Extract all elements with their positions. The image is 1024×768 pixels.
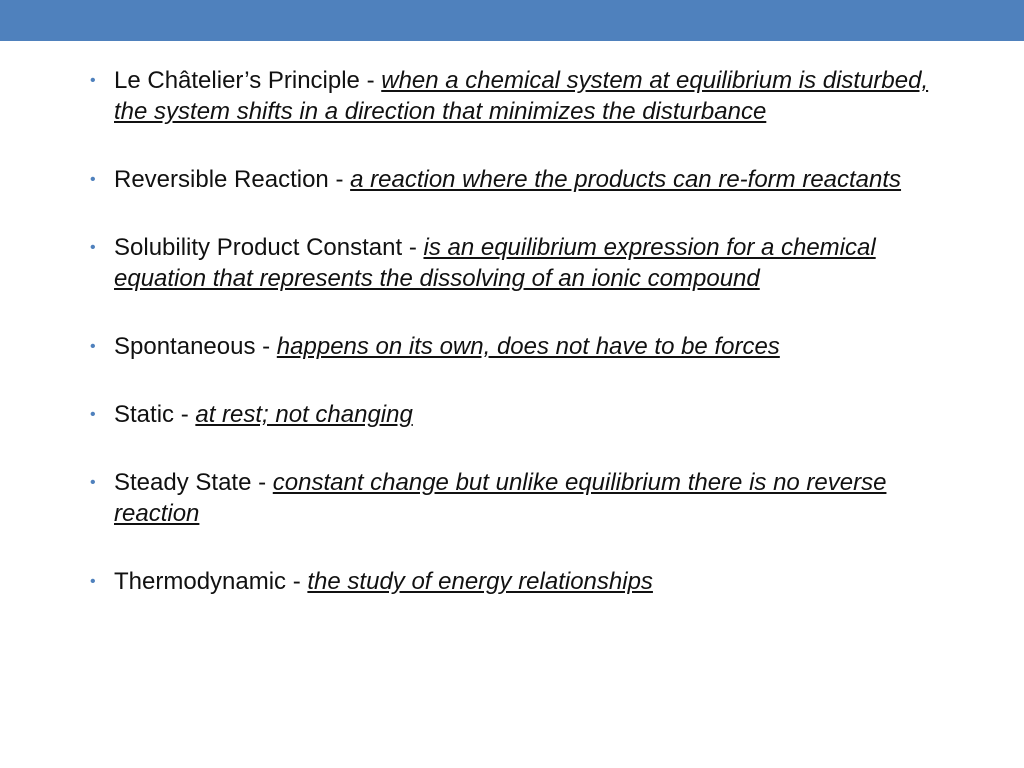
list-item (88, 164, 968, 195)
term-label: Le Châtelier’s Principle - (114, 67, 382, 94)
term-definition: when a chemical system at equilibrium is disturbed, the system shifts in a direction that minimizes the disturbance (114, 67, 929, 125)
term-definition: at rest; not changing (195, 401, 413, 428)
bullet-dot-icon: • (90, 573, 96, 590)
list-item (88, 232, 968, 294)
term-label: Steady State - (114, 469, 273, 496)
list-item (88, 65, 968, 127)
list-item (88, 331, 968, 362)
bullet-dot-icon: • (90, 406, 96, 423)
term-definition: a reaction where the products can re-form reactants (350, 166, 902, 193)
term-definition: happens on its own, does not have to be forces (276, 333, 780, 360)
term-label: Static - (114, 401, 196, 428)
list-item (88, 467, 968, 529)
bullet-dot-icon: • (90, 239, 96, 256)
bullet-dot-icon: • (90, 72, 96, 89)
bullet-dot-icon: • (90, 338, 96, 355)
term-definition: the study of energy relationships (307, 568, 653, 595)
definition-list (88, 65, 968, 597)
list-item (88, 566, 968, 597)
list-item (88, 399, 968, 430)
term-definition: constant change but unlike equilibrium there is no reverse reaction (114, 469, 887, 527)
header-bar (0, 0, 1024, 41)
term-definition: is an equilibrium expression for a chemical equation that represents the dissolving of an ionic compound (114, 234, 876, 292)
bullet-dot-icon: • (90, 474, 96, 491)
term-label: Spontaneous - (114, 333, 277, 360)
bullet-dot-icon: • (90, 171, 96, 188)
term-label: Thermodynamic - (114, 568, 308, 595)
term-label: Reversible Reaction - (114, 166, 351, 193)
term-label: Solubility Product Constant - (114, 234, 424, 261)
